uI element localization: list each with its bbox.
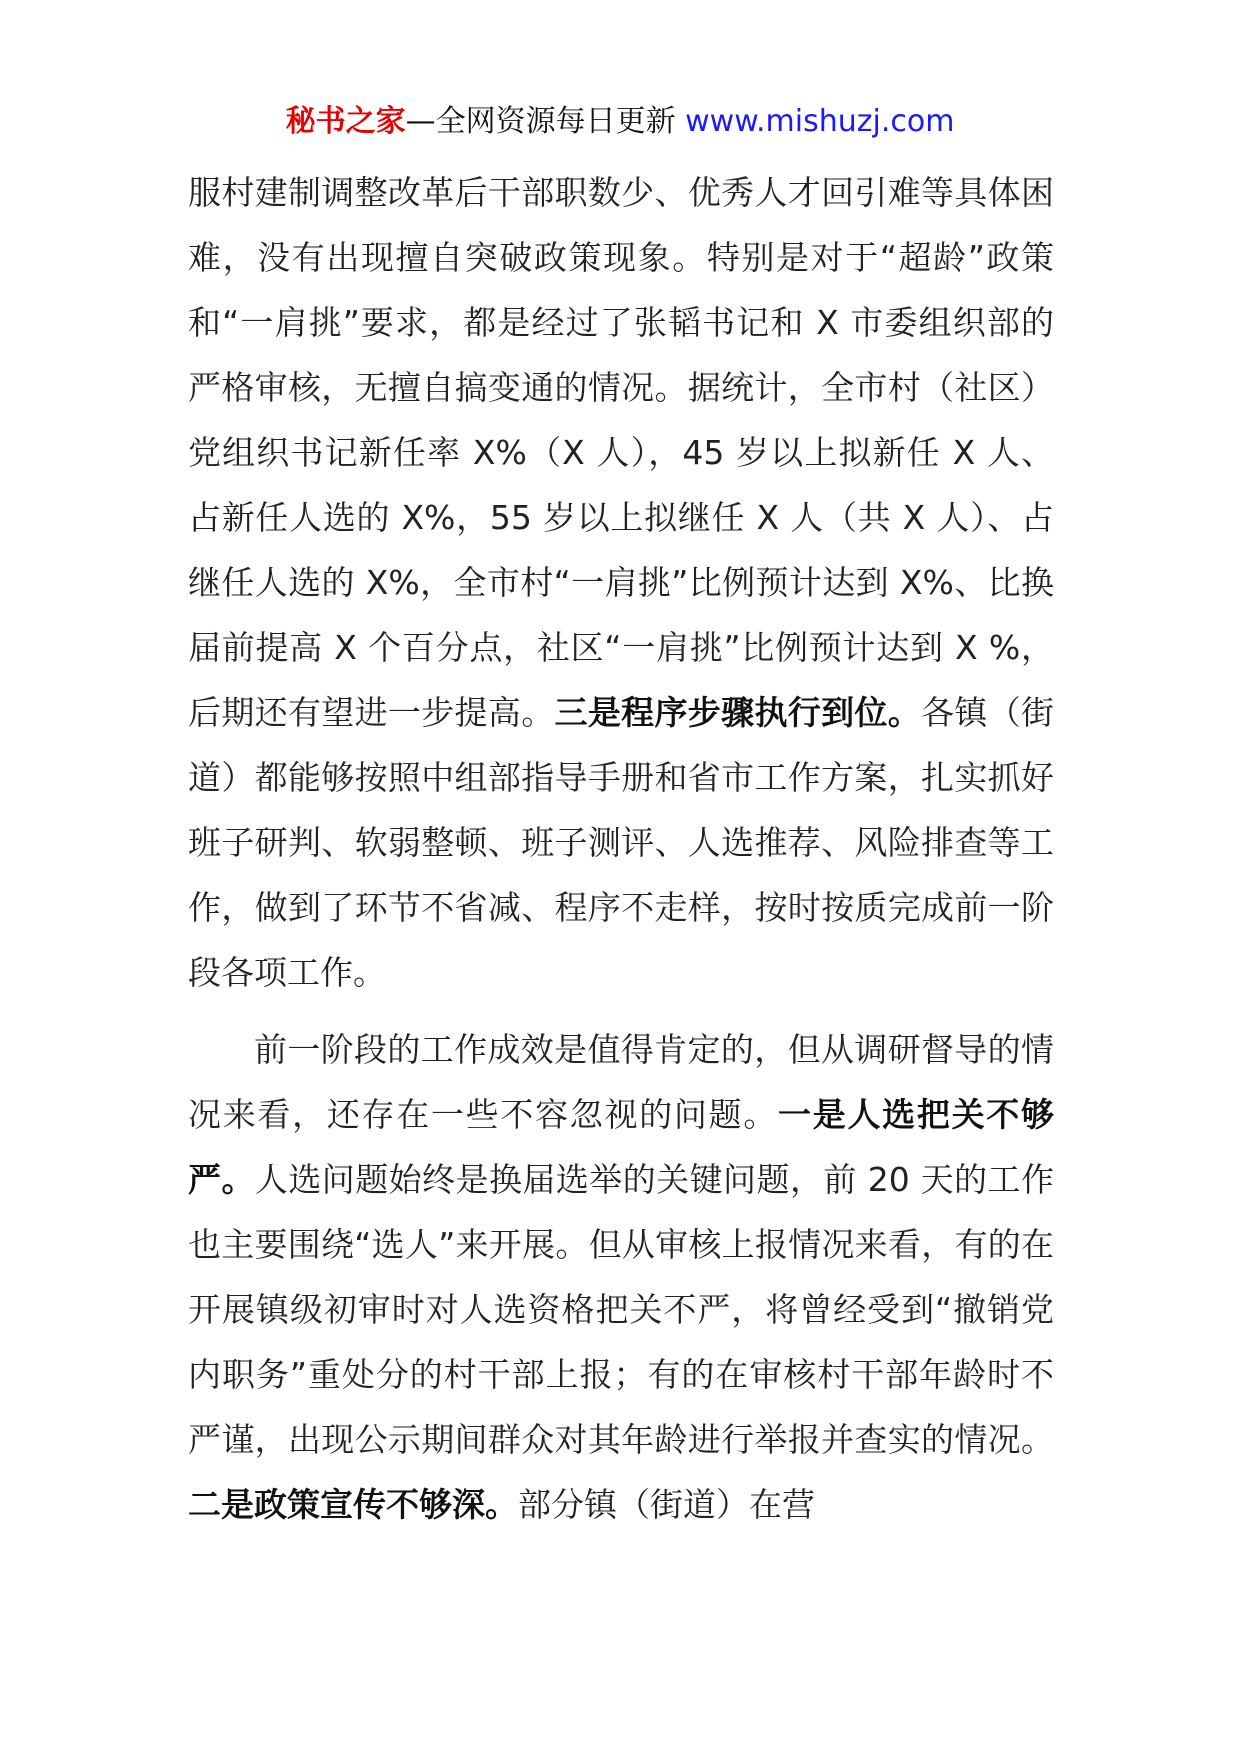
paragraph-2-text-2: 人选问题始终是换届选举的关键问题，前 20 天的工作也主要围绕“选人”来开展。但从审核上报情况来看，有的在开展镇级初审时对人选资格把关不严，将曾经受到“撤销党内职务”重处分的村干部上报；有的在审核村干部年龄时不严谨，出现公示期间群众对其年龄进行举报并查实的情况。	[188, 1160, 1054, 1459]
header-slogan: —全网资源每日更新	[405, 104, 686, 139]
paragraph-1-text-1: 服村建制调整改革后干部职数少、优秀人才回引难等具体困难，没有出现擅自突破政策现象。特别是对于“超龄”政策和“一肩挑”要求，都是经过了张韬书记和 X 市委组织部的严格审核，无擅自搞变通的情况。据统计，全市村（社区）党组织书记新任率 X%（X 人），45 岁以上拟新任 X 人、占新任人选的 X%，55 岁以上拟继任 X 人（共 X 人）、占继任人选的 X%，全市村“一肩挑”比例预计达到 X%、比换届前提高 X 个百分点，社区“一肩挑”比例预计达到 X %，后期还有望进一步提高。	[188, 173, 1054, 732]
paragraph-1-text-2: 各镇（街道）都能够按照中组部指导手册和省市工作方案，扎实抓好班子研判、软弱整顿、班子测评、人选推荐、风险排查等工作，做到了环节不省减、程序不走样，按时按质完成前一阶段各项工作。	[188, 693, 1055, 992]
document-body	[188, 160, 1054, 1537]
header-brand: 秘书之家	[285, 104, 406, 139]
paragraph-2-bold-heading-2: 二是政策宣传不够深。	[188, 1485, 518, 1524]
page-header	[0, 100, 1240, 144]
paragraph-2	[188, 1017, 1054, 1537]
paragraph-1	[188, 160, 1054, 1005]
paragraph-2-text-3: 部分镇（街道）在营	[518, 1485, 815, 1524]
paragraph-2-bold-heading-1: 一是人选把关不够严。	[188, 1095, 1055, 1199]
header-url-link[interactable]: www.mishuzj.com	[685, 104, 955, 139]
paragraph-2-text-1: 前一阶段的工作成效是值得肯定的，但从调研督导的情况来看，还存在一些不容忽视的问题。	[188, 1030, 1054, 1134]
paragraph-1-bold-heading: 三是程序步骤执行到位。	[554, 693, 922, 732]
